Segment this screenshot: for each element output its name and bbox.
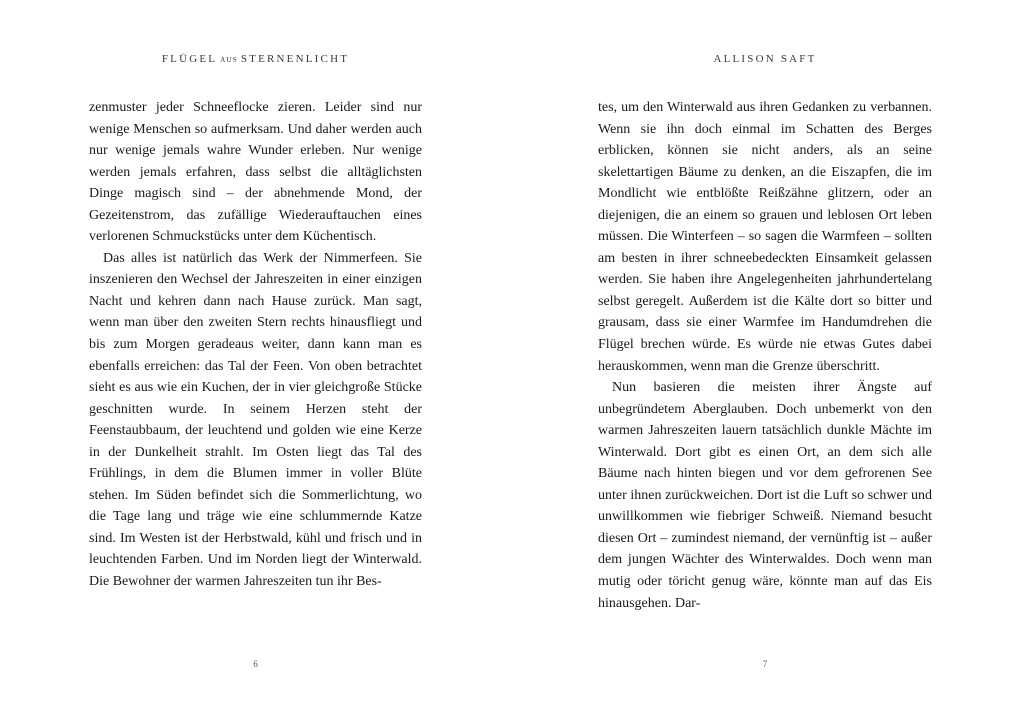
running-head-title-part2: AUS <box>220 56 238 64</box>
right-running-head: ALLISON SAFT <box>713 53 817 65</box>
right-paragraph-2: Nun basieren die meisten ihrer Ängste auf unbegründetem Aberglauben. Doch unbemerkt von den warmen Jahreszeiten lauern tatsächlich dunkle Mächte im Winterwald. Dort gibt es einen Ort, an dem sich alle Bäume nach hinten biegen und vor dem gefrorenen See unter ihnen zurückweichen. Dort ist die Luft so schwer und unwillkommen wie fiebriger Schweiß. Niemand besucht diesen Ort – zumindest niemand, der vernünftig ist – außer dem jungen Wächter des Winterwaldes. Doch wenn man mutig oder töricht genug wäre, könnte man auf das Eis hinausgehen. Dar- <box>598 380 932 611</box>
running-head-title-part1: FLÜGEL <box>161 53 218 65</box>
left-running-head <box>89 53 422 65</box>
left-paragraph-1: zenmuster jeder Schneeflocke zieren. Leider sind nur wenige Menschen so aufmerksam. Und daher werden auch nur wenige jemals wahre Wunder erleben. Nur wenige werden jemals erfahren, dass selbst die alltäglichsten Dinge magisch sind – der abnehmende Mond, der Gezeitenstrom, das zufällige Wiederauftauchen eines verlorenen Schmuckstücks unter dem Küchentisch. <box>89 100 422 245</box>
left-body-text <box>89 97 422 593</box>
left-paragraph-2: Das alles ist natürlich das Werk der Nimmerfeen. Sie inszenieren den Wechsel der Jahreszeiten in einer einzigen Nacht und kehren dann nach Hause zurück. Man sagt, wenn man über den zweiten Stern rechts hinausfliegt und bis zum Morgen geradeaus weiter, dann kann man es ebenfalls erreichen: das Tal der Feen. Von oben betrachtet sieht es aus wie ein Kuchen, der in vier gleichgroße Stücke geschnitten wurde. In seinem Herzen steht der Feenstaubbaum, der leuchtend und golden wie eine Kerze in der Dunkelheit strahlt. Im Osten liegt das Tal des Frühlings, in dem die Blumen immer in voller Blüte stehen. Im Süden befindet sich die Sommerlichtung, wo die Tage lang und träge wie eine schlummernde Katze sind. Im Westen ist der Herbstwald, kühl und frisch und in leuchtenden Farben. Und im Norden liegt der Winterwald. Die Bewohner der warmen Jahreszeiten tun ihr Bes- <box>89 250 422 590</box>
right-body-text <box>598 97 932 614</box>
right-paragraph-1: tes, um den Winterwald aus ihren Gedanken zu verbannen. Wenn sie ihn doch einmal im Schatten des Berges erblicken, können sie nicht anders, als an seine skelettartigen Bäume zu denken, an die Eiszapfen, die im Mondlicht wie entblößte Reißzähne glitzern, oder an diejenigen, die an einem so grauen und leblosen Ort leben müssen. Die Winterfeen – so sagen die Warmfeen – sollten am besten in ihrer schneebedeckten Einsamkeit gelassen werden. Sie haben ihre Angelegenheiten jahrhundertelang selbst geregelt. Außerdem ist die Kälte dort so bitter und grausam, dass sie einer Warmfee im Handumdrehen die Flügel brechen würde. Es würde nie etwas Gutes dabei herauskommen, wenn man die Grenze überschritt. <box>598 100 932 374</box>
left-page <box>89 0 422 721</box>
right-page-number: 7 <box>762 659 768 669</box>
right-page <box>598 0 932 721</box>
running-head-title-part3: STERNENLICHT <box>240 53 350 65</box>
left-page-number: 6 <box>253 659 258 669</box>
